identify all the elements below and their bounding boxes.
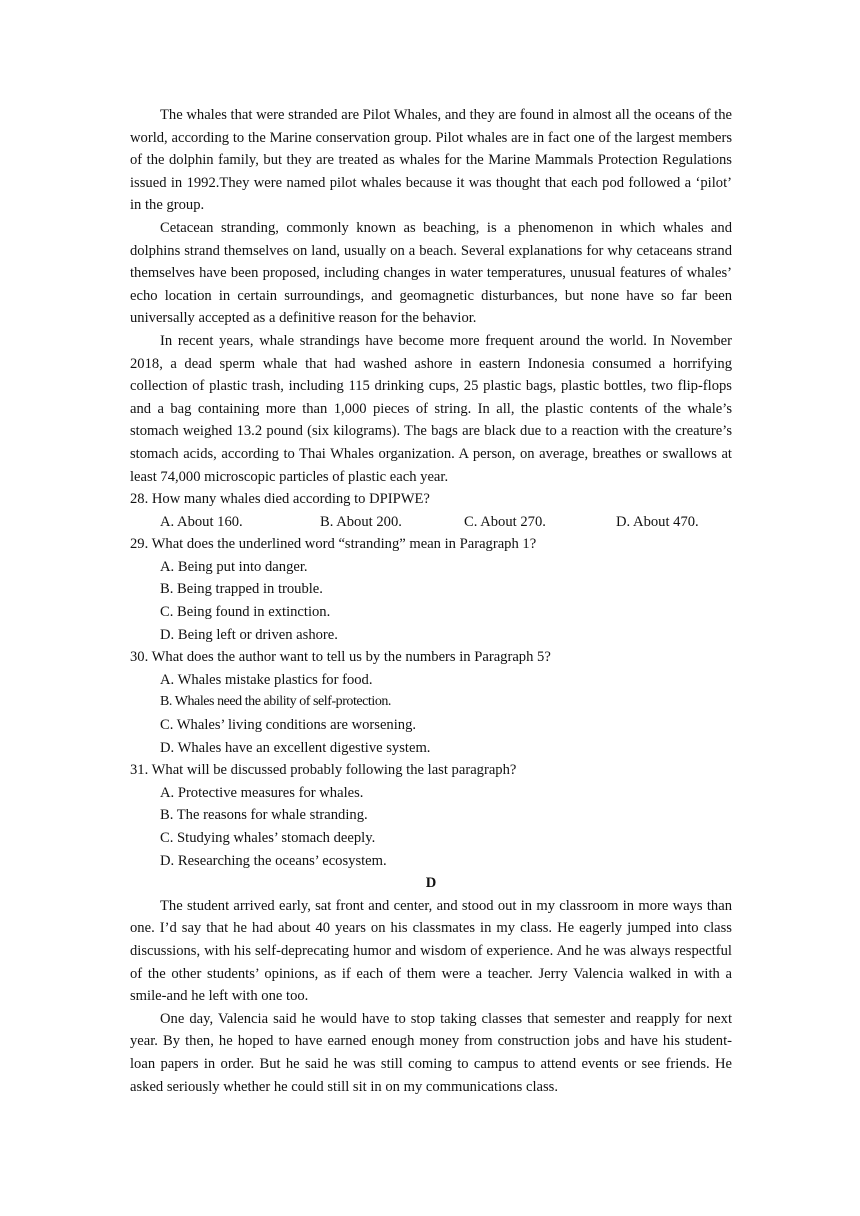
question-28 [130,488,732,533]
option-b: B. Whales need the ability of self-protection. [160,694,391,710]
option-c: C. Studying whales’ stomach deeply. [160,830,376,846]
option-b: B. About 200. [320,513,402,530]
option-d: D. About 470. [616,513,699,530]
passage-c-paragraph-1: The whales that were stranded are Pilot Whales, and they are found in almost all the oceans of the world, according to the Marine conservation group. Pilot whales are in fact one of the largest members of the dolphin family, but they are treated as whales for the Marine Mammals Protection Regulations issued in 1992.They were named pilot whales because it was thought that each pod followed a ‘pilot’ in the group. [130,107,732,214]
question-29 [130,533,732,646]
option-d: D. Whales have an excellent digestive system. [160,739,431,756]
option-c: C. Being found in extinction. [160,604,331,621]
question-stem: 29. What does the underlined word “stranding” mean in Paragraph 1? [130,536,537,553]
option-d: D. Being left or driven ashore. [160,626,338,643]
passage-c-paragraph-2: Cetacean stranding, commonly known as beaching, is a phenomenon in which whales and dolphins strand themselves on land, usually on a beach. Several explanations for why cetaceans strand themselves have been proposed, including changes in water temperatures, unusual features of whales’ echo location in certain surroundings, and geomagnetic disturbances, but none have so far been universally accepted as a definitive reason for the behavior. [130,219,732,327]
option-a: A. Protective measures for whales. [160,784,364,801]
option-c: C. Whales’ living conditions are worsening. [160,717,417,734]
option-b: B. The reasons for whale stranding. [160,807,368,824]
question-stem: 28. How many whales died according to DPIPWE? [130,491,430,508]
passage-d-paragraph-2: One day, Valencia said he would have to stop taking classes that semester and reapply for next year. By then, he hoped to have earned enough money from construction jobs and have his student-loan papers in order. But he said he was still coming to campus to attend events or see friends. He asked seriously whether he could still sit in on my communications class. [130,1010,732,1095]
question-options [130,669,732,759]
page-content [130,104,732,1098]
option-a: A. Being put into danger. [160,558,308,575]
question-stem: 31. What will be discussed probably following the last paragraph? [130,762,517,779]
option-a: A. Whales mistake plastics for food. [160,671,373,688]
passage-d-paragraph-1: The student arrived early, sat front and center, and stood out in my classroom in more ways than one. I’d say that he had about 40 years on his classmates in my class. He eagerly jumped into class discussions, with his self-deprecating humor and wisdom of experience. And he was always respectful of the other students’ opinions, as if each of them were a teacher. Jerry Valencia walked in with a smile-and he left with one too. [130,897,732,1005]
option-a: A. About 160. [160,513,243,530]
option-c: C. About 270. [464,513,546,530]
question-options [130,556,732,646]
section-heading-d: D [425,875,437,892]
question-30 [130,646,732,759]
question-options [130,511,732,534]
passage-c-paragraph-3: In recent years, whale strandings have become more frequent around the world. In November 2018, a dead sperm whale that had washed ashore in eastern Indonesia consumed a horrifying collection of plastic trash, including 115 drinking cups, 25 plastic bags, plastic bottles, two flip-flops and a bag containing more than 1,000 pieces of string. In all, the plastic contents of the whale’s stomach weighed 13.2 pound (six kilograms). The bags are black due to a reaction with the creature’s stomach acids, according to Thai Whales organization. A person, on average, breathes or swallows at least 74,000 microscopic particles of plastic each year. [130,332,732,485]
option-b: B. Being trapped in trouble. [160,581,323,598]
question-31 [130,759,732,872]
question-stem: 30. What does the author want to tell us by the numbers in Paragraph 5? [130,649,551,666]
option-d: D. Researching the oceans’ ecosystem. [160,852,387,869]
question-options [130,782,732,872]
